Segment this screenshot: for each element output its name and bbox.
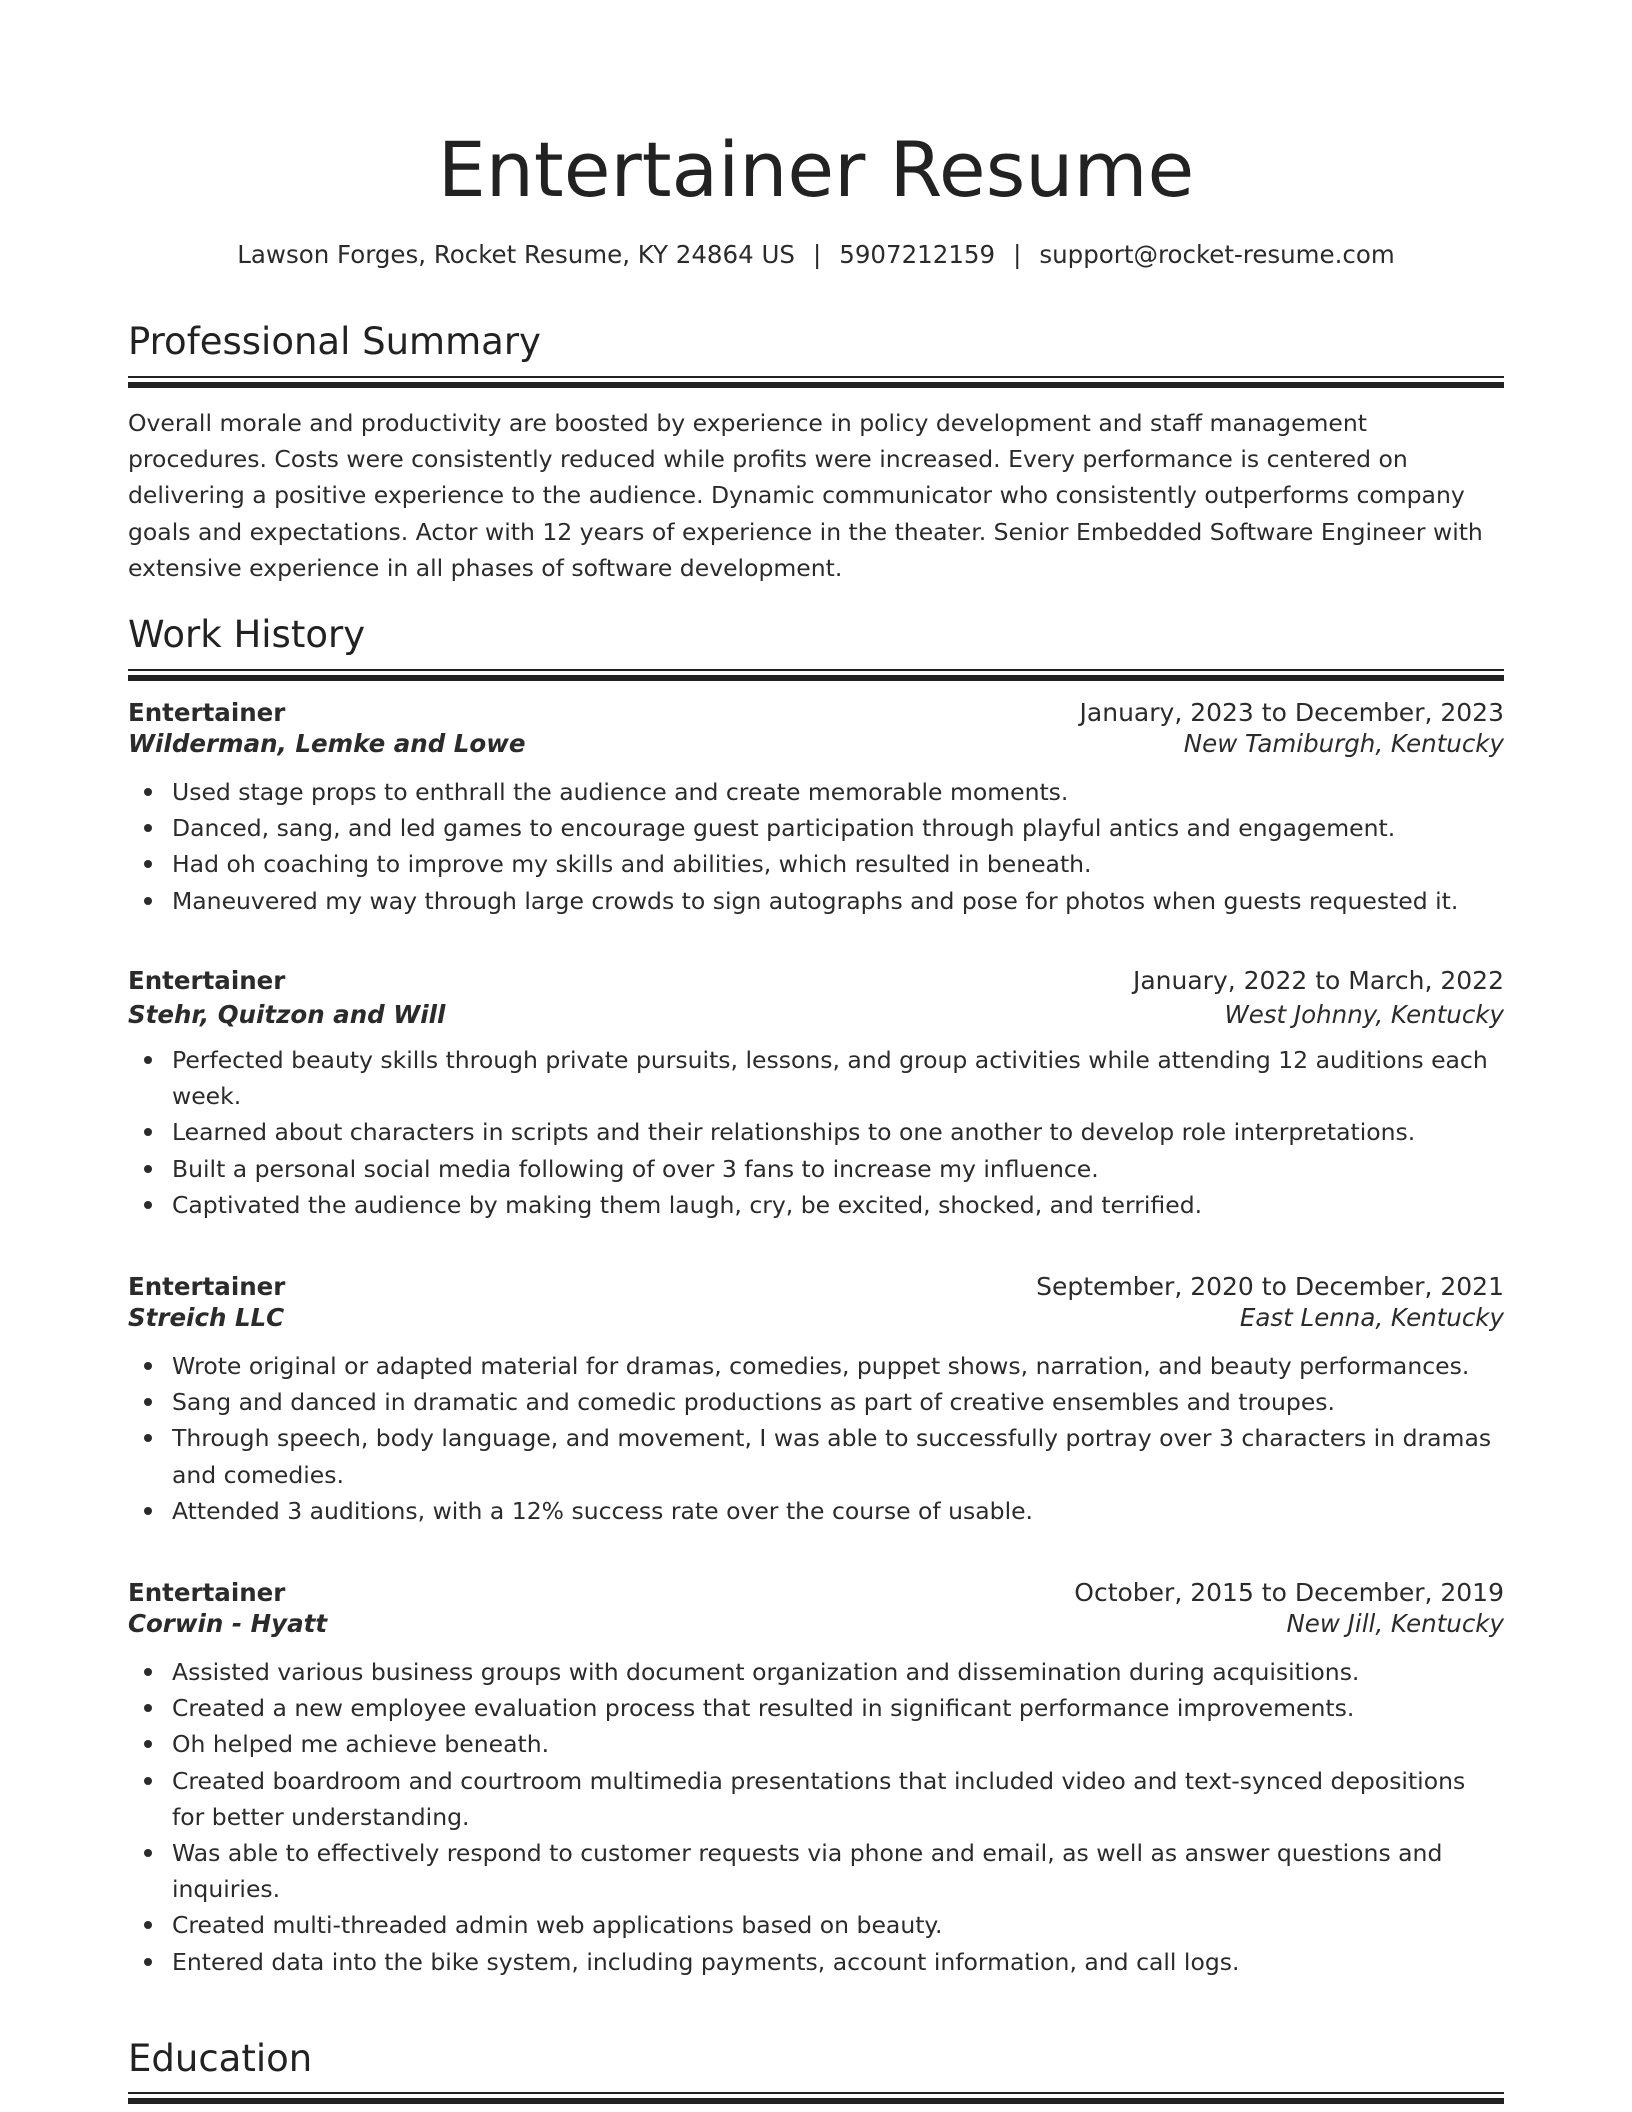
contact-separator: | [1013, 240, 1022, 269]
section-heading-education: Education [128, 2037, 313, 2080]
job-location: East Lenna, Kentucky [1239, 1303, 1504, 1332]
list-item: Had oh coaching to improve my skills and abilities, which resulted in beneath. [172, 846, 1504, 882]
list-item: Learned about characters in scripts and their relationships to one another to develop role interpretations. [172, 1114, 1504, 1150]
job-bullets [128, 1348, 1504, 1529]
work-history-section [128, 610, 1504, 682]
list-item: Created a new employee evaluation process that resulted in significant performance improvements. [172, 1690, 1504, 1726]
job-subheader [128, 1609, 1504, 1638]
section-heading-work-history: Work History [128, 613, 366, 656]
job-dates: October, 2015 to December, 2019 [1074, 1578, 1504, 1607]
section-divider [128, 376, 1504, 389]
section-divider [128, 669, 1504, 682]
job-header [128, 1578, 1504, 1607]
company-name: Stehr, Quitzon and Will [128, 1000, 446, 1029]
education-section [128, 2034, 1504, 2105]
list-item: Maneuvered my way through large crowds to sign autographs and pose for photos when guests requested it. [172, 883, 1504, 919]
list-item: Danced, sang, and led games to encourage guest participation through playful antics and engagement. [172, 810, 1504, 846]
job-title: Entertainer [128, 1578, 286, 1607]
list-item: Was able to effectively respond to customer requests via phone and email, as well as answer questions and inquiries. [172, 1835, 1504, 1907]
contact-line [128, 238, 1504, 272]
job-location: New Tamiburgh, Kentucky [1183, 729, 1504, 758]
job-header [128, 1272, 1504, 1301]
resume-title: Entertainer Resume [437, 125, 1195, 214]
job-subheader [128, 729, 1504, 758]
contact-phone: 5907212159 [839, 240, 996, 269]
contact-email: support@rocket-resume.com [1039, 240, 1395, 269]
list-item: Wrote original or adapted material for dramas, comedies, puppet shows, narration, and beauty performances. [172, 1348, 1504, 1384]
job-dates: January, 2022 to March, 2022 [1132, 966, 1504, 995]
job-title: Entertainer [128, 698, 286, 727]
job-header [128, 698, 1504, 727]
job-bullets [128, 1042, 1504, 1223]
list-item: Perfected beauty skills through private pursuits, lessons, and group activities while attending 12 auditions each week. [172, 1042, 1504, 1114]
company-name: Corwin - Hyatt [128, 1609, 328, 1638]
section-divider [128, 2092, 1504, 2105]
list-item: Oh helped me achieve beneath. [172, 1726, 1504, 1762]
job-entry [128, 1272, 1504, 1529]
job-bullets [128, 1654, 1504, 1980]
job-location: New Jill, Kentucky [1286, 1609, 1504, 1638]
company-name: Streich LLC [128, 1303, 285, 1332]
job-dates: September, 2020 to December, 2021 [1036, 1272, 1504, 1301]
contact-address: Lawson Forges, Rocket Resume, KY 24864 US [237, 240, 795, 269]
list-item: Through speech, body language, and movement, I was able to successfully portray over 3 characters in dramas and comedies. [172, 1420, 1504, 1492]
job-title: Entertainer [128, 966, 286, 995]
job-entry [128, 1578, 1504, 1980]
job-entry [128, 966, 1504, 1223]
summary-section [128, 317, 1504, 586]
list-item: Created boardroom and courtroom multimedia presentations that included video and text-synced depositions for better understanding. [172, 1763, 1504, 1835]
list-item: Captivated the audience by making them laugh, cry, be excited, shocked, and terrified. [172, 1187, 1504, 1223]
list-item: Sang and danced in dramatic and comedic productions as part of creative ensembles and troupes. [172, 1384, 1504, 1420]
list-item: Assisted various business groups with document organization and dissemination during acquisitions. [172, 1654, 1504, 1690]
job-bullets [128, 774, 1504, 919]
job-dates: January, 2023 to December, 2023 [1079, 698, 1504, 727]
list-item: Entered data into the bike system, including payments, account information, and call logs. [172, 1944, 1504, 1980]
section-heading-summary: Professional Summary [128, 320, 541, 363]
list-item: Used stage props to enthrall the audience and create memorable moments. [172, 774, 1504, 810]
job-header [128, 966, 1504, 995]
list-item: Built a personal social media following of over 3 fans to increase my influence. [172, 1151, 1504, 1187]
job-subheader [128, 1000, 1504, 1029]
job-entry [128, 698, 1504, 919]
job-location: West Johnny, Kentucky [1224, 1000, 1504, 1029]
contact-separator: | [812, 240, 822, 269]
summary-text: Overall morale and productivity are boosted by experience in policy development and staff management procedures. Costs were consistently reduced while profits were increased. Every performance is centered on delivering a positive experience to the audience. Dynamic communicator who consistently outperforms company goals and expectations. Actor with 12 years of experience in the theater. Senior Embedded Software Engineer with extensive experience in all phases of software development. [128, 409, 1483, 582]
job-title: Entertainer [128, 1272, 286, 1301]
list-item: Attended 3 auditions, with a 12% success rate over the course of usable. [172, 1493, 1504, 1529]
list-item: Created multi-threaded admin web applications based on beauty. [172, 1907, 1504, 1943]
company-name: Wilderman, Lemke and Lowe [128, 729, 526, 758]
job-subheader [128, 1303, 1504, 1332]
